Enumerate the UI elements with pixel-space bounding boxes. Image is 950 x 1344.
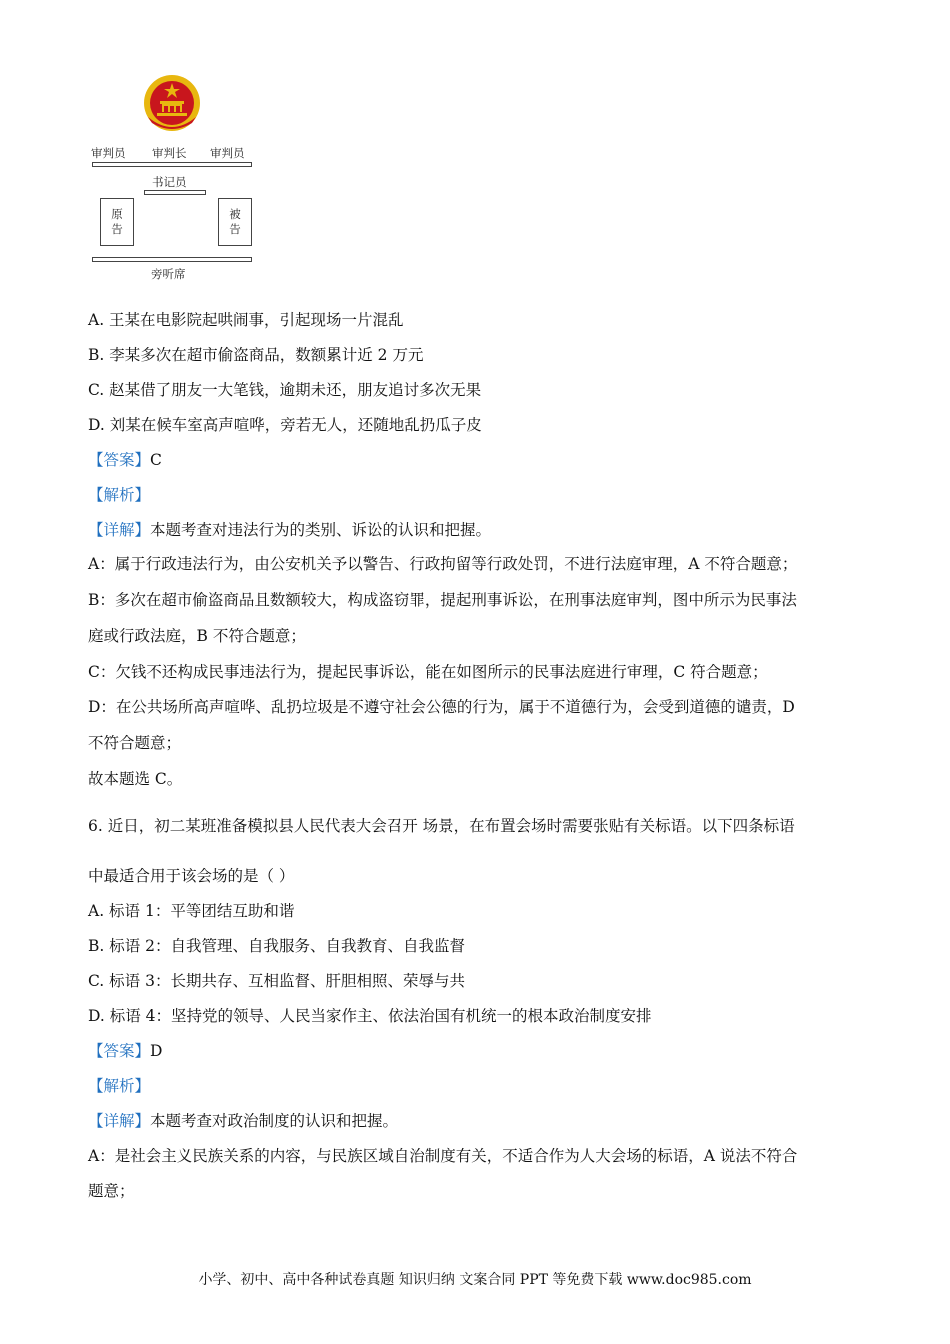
clerk-label: 书记员 [152,175,187,189]
q6-detail [88,1110,398,1132]
plaintiff-label: 原 告 [111,207,123,236]
plaintiff-box [100,198,134,246]
q6-option-d: D. 标语 4：坚持党的领导、人民当家作主、依法治国有机统一的根本政治制度安排 [88,1007,652,1025]
answer-tag: 【答案】 [88,451,151,469]
answer-value: D [150,1042,163,1060]
q5-explanation-d-cont: 不符合题意； [88,734,182,752]
q6-option-c: C. 标语 3：长期共存、互相监督、肝胆相照、荣辱与共 [88,972,465,990]
q5-explanation-b: B：多次在超市偷盗商品且数额较大，构成盗窃罪，提起刑事诉讼，在刑事法庭审判，图中所示为民事法 [88,591,797,609]
answer-value: C [150,451,162,469]
q6-explanation-a: A：是社会主义民族关系的内容，与民族区域自治制度有关，不适合作为人大会场的标语，A 说法不符合 [88,1147,798,1165]
courtroom-diagram [88,70,263,285]
gallery-label: 旁听席 [151,267,186,281]
detail-intro: 本题考查对违法行为的类别、诉讼的认识和把握。 [150,521,492,539]
q5-conclusion: 故本题选 C。 [88,770,183,788]
page-footer: 小学、初中、高中各种试卷真题 知识归纳 文案合同 PPT 等免费下载 www.doc985.com [198,1272,752,1288]
detail-tag: 【详解】 [88,1112,151,1130]
q5-detail [88,519,491,541]
judges-bench [92,162,252,167]
gallery-bench [92,257,252,262]
judge-left-label: 审判员 [91,146,126,160]
judge-right-label: 审判员 [210,146,245,160]
q5-explanation-b-cont: 庭或行政法庭，B 不符合题意； [88,627,306,645]
q6-analysis-tag [88,1075,150,1097]
detail-intro: 本题考查对政治制度的认识和把握。 [150,1112,399,1130]
q6-option-b: B. 标语 2：自我管理、自我服务、自我教育、自我监督 [88,937,466,955]
q6-option-a: A. 标语 1：平等团结互助和谐 [88,902,295,920]
defendant-label: 被 告 [229,207,241,236]
analysis-tag: 【解析】 [88,1077,151,1095]
q5-explanation-d: D：在公共场所高声喧哗、乱扔垃圾是不遵守社会公德的行为，属于不道德行为，会受到道德的谴责，D [88,698,795,716]
q5-explanation-c: C：欠钱不还构成民事违法行为，提起民事诉讼，能在如图所示的民事法庭进行审理，C 符合题意； [88,663,768,681]
q5-explanation-a: A：属于行政违法行为，由公安机关予以警告、行政拘留等行政处罚，不进行法庭审理，A 不符合题意； [88,555,798,573]
q6-stem-line2: 中最适合用于该会场的是（ ） [88,867,295,885]
q5-option-d: D. 刘某在候车室高声喧哗，旁若无人，还随地乱扔瓜子皮 [88,416,482,434]
q5-option-a: A. 王某在电影院起哄闹事，引起现场一片混乱 [88,311,404,329]
analysis-tag: 【解析】 [88,486,151,504]
detail-tag: 【详解】 [88,521,151,539]
q6-explanation-a-cont: 题意； [88,1182,135,1200]
q6-answer [88,1040,162,1062]
q5-analysis-tag [88,484,150,506]
q5-answer [88,449,162,471]
clerk-desk [144,190,206,195]
defendant-box [218,198,252,246]
q5-option-c: C. 赵某借了朋友一大笔钱，逾期未还，朋友追讨多次无果 [88,381,482,399]
national-emblem-icon [140,73,204,135]
q5-option-b: B. 李某多次在超市偷盗商品，数额累计近 2 万元 [88,346,424,364]
chief-judge-label: 审判长 [152,146,187,160]
answer-tag: 【答案】 [88,1042,151,1060]
q6-stem-line1: 6. 近日，初二某班准备模拟县人民代表大会召开 场景，在布置会场时需要张贴有关标语。以下四条标语 [88,817,795,835]
